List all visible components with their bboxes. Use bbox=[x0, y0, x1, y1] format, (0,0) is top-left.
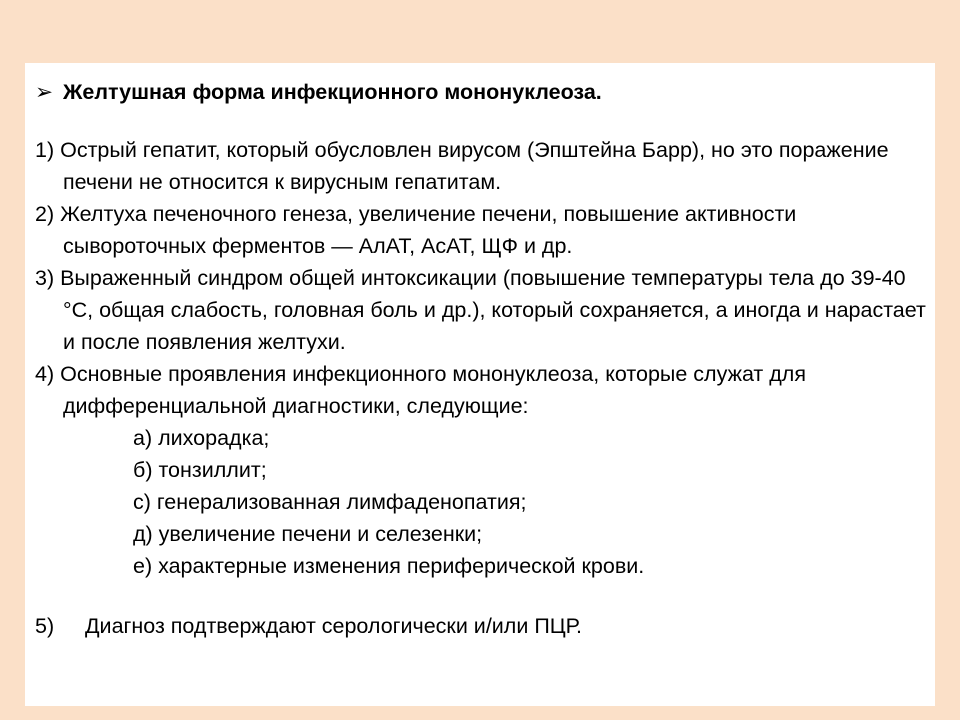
sub-item-b: б) тонзиллит; bbox=[133, 458, 267, 482]
arrow-bullet-icon: ➢ bbox=[35, 80, 54, 104]
slide-content bbox=[35, 71, 930, 642]
list-item-5-number: 5) bbox=[35, 614, 55, 638]
list-item-3: 3) Выраженный синдром общей интоксикации (повышение температуры тела до 39-40 °С, общая слабость, головная боль и др.), который сохраняется, а иногда и нарастает и после появления желтухи. bbox=[35, 266, 926, 354]
spacer bbox=[35, 582, 930, 610]
slide-heading bbox=[35, 76, 930, 108]
list-item-5 bbox=[35, 610, 930, 642]
sub-item-c: с) генерализованная лимфаденопатия; bbox=[133, 490, 527, 514]
slide-panel bbox=[25, 63, 935, 706]
list-item-5-text: Диагноз подтверждают серологически и/или ПЦР. bbox=[85, 614, 582, 638]
sub-item-a: а) лихорадка; bbox=[133, 426, 270, 450]
list-item-1: 1) Острый гепатит, который обусловлен вирусом (Эпштейна Барр), но это поражение печени не относится к вирусным гепатитам. bbox=[35, 138, 889, 194]
spacer bbox=[35, 108, 930, 134]
heading-text: Желтушная форма инфекционного мононуклеоза. bbox=[63, 80, 602, 104]
list-item-4: 4) Основные проявления инфекционного мононуклеоза, которые служат для дифференциальной диагностики, следующие: bbox=[35, 362, 806, 418]
sub-item-d: д) увеличение печени и селезенки; bbox=[133, 522, 483, 546]
list-item-2: 2) Желтуха печеночного генеза, увеличение печени, повышение активности сывороточных ферментов — АлАТ, АсАТ, ЩФ и др. bbox=[35, 202, 797, 258]
sub-item-e: е) характерные изменения периферической крови. bbox=[133, 554, 645, 578]
